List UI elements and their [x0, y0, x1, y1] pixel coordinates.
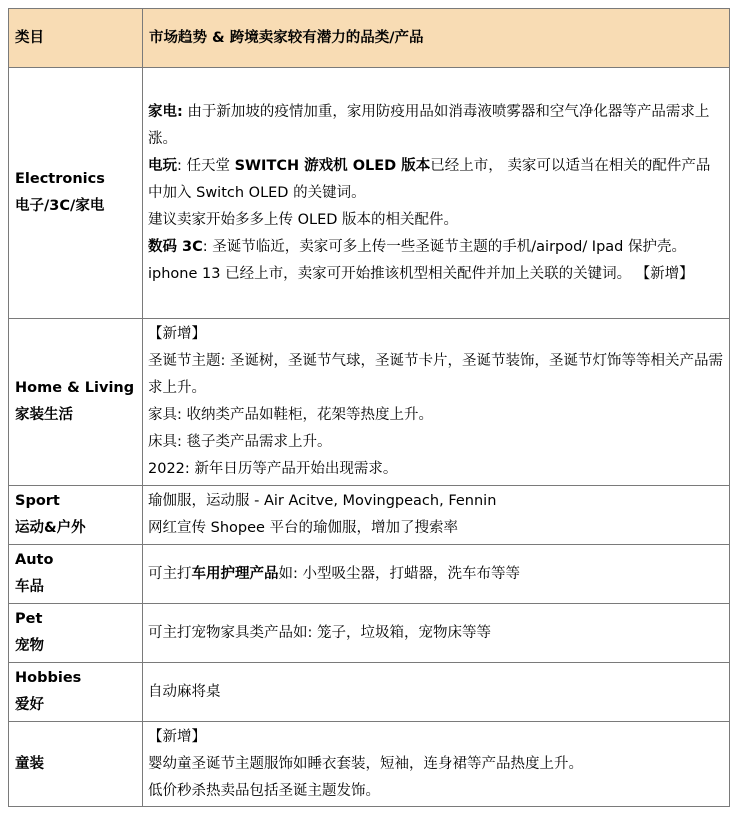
category-cell — [9, 604, 143, 663]
trend-line: 可主打宠物家具类产品如: 笼子，垃圾箱，宠物床等等 — [148, 624, 491, 641]
category-zh: 宠物 — [15, 638, 44, 654]
table-row-sport — [9, 486, 730, 545]
trend-cell — [143, 663, 730, 722]
trend-line: 圣诞节主题: 圣诞树，圣诞节气球，圣诞节卡片，圣诞节装饰，圣诞节灯饰等等相关产品需求上升。 — [148, 353, 723, 396]
table-row-auto — [9, 545, 730, 604]
trend-line: iphone 13 已经上市，卖家可开始推该机型相关配件并加上关联的关键词。 【新增】 — [148, 265, 694, 282]
category-cell — [9, 545, 143, 604]
category-zh: 车品 — [15, 579, 44, 595]
trend-line: 电玩: 任天堂 SWITCH 游戏机 OLED 版本已经上市， 卖家可以适当在相关的配件产品中加入 Switch OLED 的关键词。 — [148, 157, 711, 201]
trend-line: 【新增】 — [148, 326, 206, 342]
header-trends: 市场趋势 & 跨境卖家较有潜力的品类/产品 — [143, 9, 730, 68]
trend-cell — [143, 545, 730, 604]
table-row-kids-clothing — [9, 722, 730, 807]
category-en: Pet — [15, 611, 43, 627]
category-en: Electronics — [15, 171, 105, 187]
trend-cell — [143, 722, 730, 807]
header-category: 类目 — [9, 9, 143, 68]
category-en: Home & Living — [15, 380, 135, 396]
trend-cell — [143, 68, 730, 319]
category-zh: 电子/3C/家电 — [15, 198, 105, 214]
trend-line: 家电: 由于新加坡的疫情加重，家用防疫用品如消毒液喷雾器和空气净化器等产品需求上涨。 — [148, 103, 710, 147]
trend-line: 床具: 毯子类产品需求上升。 — [148, 434, 332, 450]
category-cell — [9, 486, 143, 545]
table-row-electronics — [9, 68, 730, 319]
trend-line: 网红宣传 Shopee 平台的瑜伽服，增加了搜索率 — [148, 520, 459, 536]
trend-line: 低价秒杀热卖品包括圣诞主题发饰。 — [148, 782, 380, 799]
trend-line: 数码 3C: 圣诞节临近，卖家可多上传一些圣诞节主题的手机/airpod/ Ipad 保护壳。 — [148, 238, 686, 255]
trend-cell — [143, 604, 730, 663]
table-row-hobbies — [9, 663, 730, 722]
trend-line: 婴幼童圣诞节主题服饰如睡衣套装，短袖，连身裙等产品热度上升。 — [148, 755, 583, 772]
trend-cell — [143, 486, 730, 545]
trend-line: 可主打车用护理产品如: 小型吸尘器，打蜡器，洗车布等等 — [148, 565, 520, 582]
category-cell — [9, 663, 143, 722]
category-trends-table — [8, 8, 730, 807]
trend-line: 瑜伽服，运动服 - Air Acitve, Movingpeach, Fennin — [148, 493, 497, 509]
category-zh: 家装生活 — [15, 407, 73, 423]
category-cell — [9, 68, 143, 319]
category-en: Sport — [15, 493, 60, 509]
trend-line: 建议卖家开始多多上传 OLED 版本的相关配件。 — [148, 211, 459, 228]
category-zh: 童装 — [15, 755, 44, 772]
trend-cell — [143, 319, 730, 486]
table-row-pet — [9, 604, 730, 663]
category-cell — [9, 319, 143, 486]
category-zh: 爱好 — [15, 697, 44, 713]
trend-line: 2022: 新年日历等产品开始出现需求。 — [148, 461, 398, 477]
trend-line: 自动麻将桌 — [148, 683, 221, 700]
category-en: Auto — [15, 552, 54, 568]
trend-line: 家具: 收纳类产品如鞋柜，花架等热度上升。 — [148, 407, 433, 423]
category-zh: 运动&户外 — [15, 520, 86, 536]
category-en: Hobbies — [15, 670, 82, 686]
table-row-home-living — [9, 319, 730, 486]
trend-line: 【新增】 — [148, 728, 206, 745]
category-cell — [9, 722, 143, 807]
table-header-row — [9, 9, 730, 68]
